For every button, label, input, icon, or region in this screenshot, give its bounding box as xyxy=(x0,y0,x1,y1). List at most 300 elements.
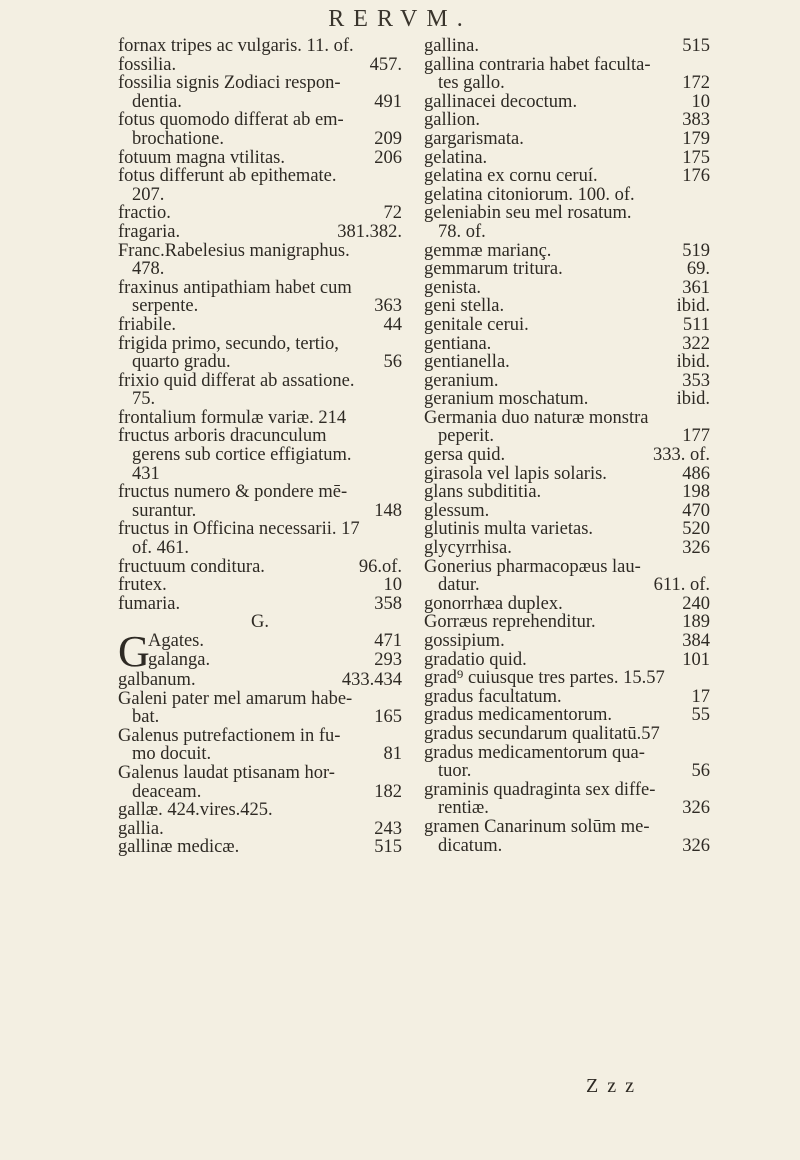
entry-page: 176 xyxy=(682,166,710,187)
entry-line xyxy=(424,669,710,688)
entry-text: dicatum. xyxy=(438,835,503,856)
entry-continuation xyxy=(424,799,710,818)
entry-text: graminis quadraginta sex diffe- xyxy=(424,779,656,800)
entry-text: peperit. xyxy=(438,426,494,447)
entry-page: 486 xyxy=(682,463,710,484)
entry-text: fumaria. xyxy=(118,593,181,614)
entry-page: 175 xyxy=(682,147,710,168)
entry-text: gradus medicamentorum qua- xyxy=(424,742,645,763)
entry-text: fossilia signis Zodiaci respon- xyxy=(118,73,341,94)
entry-line xyxy=(118,167,402,186)
entry-page: 179 xyxy=(682,128,710,149)
entry-continuation xyxy=(118,539,402,558)
left-column xyxy=(118,37,402,857)
entry-continuation xyxy=(118,297,402,316)
entry-text: friabile. xyxy=(118,314,177,335)
entry-line xyxy=(424,93,710,112)
entry-text: Franc.Rabelesius manigraphus. xyxy=(118,240,350,261)
entry-text: gentianella. xyxy=(424,352,510,373)
entry-text: geni stella. xyxy=(424,296,505,317)
entry-line xyxy=(118,56,402,75)
entry-page: 326 xyxy=(682,835,710,856)
entry-continuation xyxy=(118,390,402,409)
entry-page: 148 xyxy=(374,500,402,521)
entry-text: glutinis multa varietas. xyxy=(424,519,594,540)
entry-text: Germania duo naturæ monstra xyxy=(424,407,649,428)
entry-page: 519 xyxy=(682,240,710,261)
entry-continuation xyxy=(118,465,402,484)
entry-line xyxy=(424,279,710,298)
entry-page: 363 xyxy=(374,296,402,317)
entry-continuation xyxy=(118,260,402,279)
entry-line xyxy=(118,74,402,93)
entry-line xyxy=(424,520,710,539)
index-entry xyxy=(424,242,710,261)
entry-page: 240 xyxy=(682,593,710,614)
entry-text: frigida primo, secundo, tertio, xyxy=(118,333,339,354)
index-entry xyxy=(148,651,402,670)
entry-line xyxy=(424,539,710,558)
entry-text: glycyrrhisa. xyxy=(424,538,512,559)
entry-line xyxy=(424,465,710,484)
entry-text: tuor. xyxy=(438,761,472,782)
entry-text: fructuum conditura. xyxy=(118,556,265,577)
entry-page: 384 xyxy=(682,631,710,651)
index-entry xyxy=(118,37,402,56)
entry-text: frontalium formulæ variæ. 214 xyxy=(118,407,347,428)
index-entry xyxy=(424,390,710,409)
entry-text: gemmæ marianç. xyxy=(424,240,552,261)
entry-page: 189 xyxy=(682,612,710,633)
entry-line xyxy=(118,427,402,446)
entry-page: 44 xyxy=(383,314,402,335)
entry-page: 209 xyxy=(374,128,402,149)
entry-text: Galenus putrefactionem in fu- xyxy=(118,725,341,746)
entry-page: 433.434 xyxy=(341,670,402,690)
entry-line xyxy=(424,149,710,168)
entry-text: geleniabin seu mel rosatum. xyxy=(424,203,632,224)
entry-text: quarto gradu. xyxy=(132,352,231,373)
entry-page: 457. xyxy=(369,54,402,75)
entry-text: gallion. xyxy=(424,110,481,131)
catchword: Z z z xyxy=(586,1075,636,1097)
entry-line xyxy=(118,223,402,242)
index-entry xyxy=(118,427,402,483)
entry-text: surantur. xyxy=(132,500,197,521)
index-entry xyxy=(118,242,402,279)
index-entry xyxy=(424,744,710,781)
entry-continuation xyxy=(118,186,402,205)
entry-line xyxy=(118,37,402,56)
entry-page: 56 xyxy=(691,761,710,782)
entry-line xyxy=(424,372,710,391)
entry-continuation xyxy=(424,837,710,856)
entry-page: 172 xyxy=(682,73,710,94)
entry-page: 470 xyxy=(682,500,710,521)
entry-text: gradatio quid. xyxy=(424,649,527,670)
entry-line xyxy=(118,595,402,614)
entry-text: deaceam. xyxy=(132,781,202,802)
section-letter: G. xyxy=(251,612,269,633)
entry-continuation xyxy=(118,446,402,465)
entry-page: 491 xyxy=(374,91,402,112)
entry-text: rentiæ. xyxy=(438,798,489,819)
entry-text: gallæ. 424.vires.425. xyxy=(118,800,273,821)
index-entry xyxy=(424,688,710,707)
entry-page: 10 xyxy=(691,91,710,112)
entry-page: 293 xyxy=(374,649,402,670)
index-entry xyxy=(424,465,710,484)
entry-text: 478. xyxy=(132,259,165,280)
index-entry xyxy=(424,56,710,93)
entry-line xyxy=(424,446,710,465)
entry-text: gossipium. xyxy=(424,631,505,651)
entry-line xyxy=(118,483,402,502)
entry-text: of. 461. xyxy=(132,538,190,559)
entry-continuation xyxy=(424,223,710,242)
entry-text: gersa quid. xyxy=(424,445,506,466)
index-entry xyxy=(424,279,710,298)
index-entry xyxy=(118,111,402,148)
entry-page: 206 xyxy=(374,147,402,168)
entry-text: fragaria. xyxy=(118,221,181,242)
entry-continuation xyxy=(118,353,402,372)
index-entry xyxy=(424,167,710,186)
entry-text: 75. xyxy=(132,389,156,410)
entry-line xyxy=(118,820,402,839)
entry-page: 55 xyxy=(691,705,710,726)
index-entry xyxy=(424,186,710,205)
entry-text: serpente. xyxy=(132,296,199,317)
index-entry xyxy=(424,558,710,595)
entry-text: fructus in Officina necessarii. 17 xyxy=(118,519,360,540)
entry-text: fotus quomodo differat ab em- xyxy=(118,110,344,131)
index-entry xyxy=(118,223,402,242)
entry-text: gradus secundarum qualitatū.57 xyxy=(424,723,660,744)
index-entry xyxy=(424,651,710,670)
index-entry xyxy=(424,632,710,651)
entry-text: gargarismata. xyxy=(424,128,524,149)
entry-page: 381.382. xyxy=(337,221,402,242)
entry-page: 96.of. xyxy=(358,556,402,577)
entry-text: fotuum magna vtilitas. xyxy=(118,147,285,168)
entry-page: 322 xyxy=(682,333,710,354)
entry-continuation xyxy=(118,708,402,727)
entry-line xyxy=(118,316,402,335)
entry-line xyxy=(118,372,402,391)
entry-text: gemmarum tritura. xyxy=(424,259,563,280)
entry-text: glessum. xyxy=(424,500,490,521)
entry-text: gonorrhæa duplex. xyxy=(424,593,563,614)
entry-line xyxy=(424,130,710,149)
index-entry xyxy=(118,671,402,690)
entry-text: genitale cerui. xyxy=(424,314,529,335)
index-entry xyxy=(424,502,710,521)
entry-text: tes gallo. xyxy=(438,73,505,94)
entry-line xyxy=(118,727,402,746)
entry-page: 177 xyxy=(682,426,710,447)
entry-line xyxy=(424,558,710,577)
entry-line xyxy=(424,725,710,744)
entry-text: dentia. xyxy=(132,91,182,112)
left-entries-g xyxy=(118,671,402,857)
index-entry xyxy=(424,818,710,855)
entry-continuation xyxy=(424,74,710,93)
entry-page: 358 xyxy=(374,593,402,614)
entry-page: 353 xyxy=(682,370,710,391)
index-entry xyxy=(118,727,402,764)
index-entry xyxy=(424,149,710,168)
index-entry xyxy=(424,204,710,241)
entry-page: 511 xyxy=(682,314,710,335)
index-entry xyxy=(424,725,710,744)
index-entry xyxy=(424,409,710,446)
index-entry xyxy=(424,483,710,502)
running-head: RERVM. xyxy=(328,6,472,32)
entry-text: gradus medicamentorum. xyxy=(424,705,613,726)
entry-continuation xyxy=(118,783,402,802)
entry-text: fractio. xyxy=(118,203,171,224)
entry-text: geranium moschatum. xyxy=(424,389,589,410)
entry-text: Agates. xyxy=(148,631,204,651)
index-entry xyxy=(118,764,402,801)
entry-line xyxy=(424,335,710,354)
index-entry xyxy=(118,372,402,409)
index-entry xyxy=(118,820,402,839)
entry-line xyxy=(424,186,710,205)
entry-page: 69. xyxy=(686,259,710,280)
index-entry xyxy=(424,520,710,539)
entry-line xyxy=(424,613,710,632)
entry-text: girasola vel lapis solaris. xyxy=(424,463,607,484)
entry-continuation xyxy=(118,130,402,149)
index-entry xyxy=(118,595,402,614)
entry-page: 611. of. xyxy=(653,575,710,596)
entry-text: genista. xyxy=(424,277,482,298)
entry-text: gelatina. xyxy=(424,147,488,168)
entry-text: fraxinus antipathiam habet cum xyxy=(118,277,352,298)
entry-text: Gorræus reprehenditur. xyxy=(424,612,596,633)
entry-line xyxy=(424,502,710,521)
entry-text: gramen Canarinum solūm me- xyxy=(424,816,650,837)
entry-text: 207. xyxy=(132,184,165,205)
entry-page: 165 xyxy=(374,707,402,728)
entry-text: frixio quid differat ab assatione. xyxy=(118,370,355,391)
index-entry xyxy=(118,520,402,557)
entry-page: 198 xyxy=(682,482,710,503)
entry-page: 56 xyxy=(383,352,402,373)
entry-text: fotus differunt ab epithemate. xyxy=(118,166,337,187)
entry-line xyxy=(424,390,710,409)
index-entry xyxy=(424,781,710,818)
index-entry xyxy=(424,130,710,149)
entry-continuation xyxy=(424,762,710,781)
entry-text: gallinacei decoctum. xyxy=(424,91,578,112)
entry-line xyxy=(118,764,402,783)
index-entry xyxy=(118,838,402,857)
entry-text: gallina contraria habet faculta- xyxy=(424,54,651,75)
entry-line xyxy=(118,801,402,820)
dropcap-lines xyxy=(148,632,402,669)
entry-line xyxy=(118,149,402,168)
entry-line xyxy=(424,651,710,670)
index-entry xyxy=(118,690,402,727)
entry-continuation xyxy=(118,745,402,764)
entry-line xyxy=(424,111,710,130)
entry-page: 243 xyxy=(374,818,402,839)
entry-line xyxy=(118,838,402,857)
entry-continuation xyxy=(424,427,710,446)
entry-page: ibid. xyxy=(676,352,710,373)
entry-text: gallinæ medicæ. xyxy=(118,837,240,858)
entry-line xyxy=(118,576,402,595)
entry-page: 520 xyxy=(682,519,710,540)
index-entry xyxy=(118,316,402,335)
entry-page: 72 xyxy=(383,203,402,224)
entry-text: fornax tripes ac vulgaris. 11. of. xyxy=(118,36,354,56)
entry-line xyxy=(118,690,402,709)
entry-line xyxy=(424,409,710,428)
entry-line xyxy=(424,316,710,335)
entry-text: galbanum. xyxy=(118,670,196,690)
entry-line xyxy=(118,409,402,428)
entry-line xyxy=(424,818,710,837)
index-entry xyxy=(118,558,402,577)
entry-line xyxy=(118,242,402,261)
entry-text: gallina. xyxy=(424,36,479,56)
entry-line xyxy=(424,242,710,261)
index-entry xyxy=(118,801,402,820)
entry-text: grad⁹ cuiusque tres partes. 15.57 xyxy=(424,668,665,689)
entry-text: frutex. xyxy=(118,575,167,596)
entry-text: fructus numero & pondere mē- xyxy=(118,482,348,503)
entry-line xyxy=(424,204,710,223)
index-entry xyxy=(424,335,710,354)
entry-line xyxy=(424,353,710,372)
index-entry xyxy=(424,37,710,56)
entry-continuation xyxy=(424,576,710,595)
index-entry xyxy=(424,372,710,391)
entry-line xyxy=(118,111,402,130)
entry-text: datur. xyxy=(438,575,480,596)
entry-page: 326 xyxy=(682,798,710,819)
index-entry xyxy=(148,632,402,651)
entry-page: 333. of. xyxy=(652,445,710,466)
entry-page: 383 xyxy=(682,110,710,131)
entry-line xyxy=(424,297,710,316)
entry-page: 101 xyxy=(682,649,710,670)
entry-text: glans subdititia. xyxy=(424,482,542,503)
entry-text: galanga. xyxy=(148,649,211,670)
index-entry xyxy=(118,74,402,111)
entry-page: 182 xyxy=(374,781,402,802)
index-entry xyxy=(424,297,710,316)
entry-text: Gonerius pharmacopæus lau- xyxy=(424,556,641,577)
entry-page: 515 xyxy=(374,837,402,858)
entry-text: Galenus laudat ptisanam hor- xyxy=(118,762,335,783)
index-entry xyxy=(118,204,402,223)
index-entry xyxy=(424,669,710,688)
entry-page: 81 xyxy=(383,744,402,765)
entry-line xyxy=(118,671,402,690)
index-entry xyxy=(424,353,710,372)
index-entry xyxy=(118,279,402,316)
index-entry xyxy=(424,539,710,558)
index-entry xyxy=(118,576,402,595)
entry-page: 10 xyxy=(383,575,402,596)
dropcap-entry xyxy=(118,627,402,676)
index-entry xyxy=(424,446,710,465)
entry-line xyxy=(424,706,710,725)
entry-line xyxy=(118,204,402,223)
entry-line xyxy=(424,688,710,707)
index-entry xyxy=(424,93,710,112)
entry-text: bat. xyxy=(132,707,160,728)
index-entry xyxy=(118,483,402,520)
index-entry xyxy=(424,316,710,335)
entry-text: mo docuit. xyxy=(132,744,212,765)
entry-text: gelatina citoniorum. 100. of. xyxy=(424,184,635,205)
index-entry xyxy=(424,111,710,130)
entry-continuation xyxy=(118,502,402,521)
index-entry xyxy=(424,613,710,632)
index-entry xyxy=(118,56,402,75)
entry-page: ibid. xyxy=(676,296,710,317)
entry-line xyxy=(118,558,402,577)
entry-page: 471 xyxy=(374,631,402,651)
entry-line xyxy=(118,335,402,354)
entry-page: 361 xyxy=(682,277,710,298)
entry-continuation xyxy=(118,93,402,112)
entry-text: gerens sub cortice effigiatum. xyxy=(132,445,352,466)
entry-line xyxy=(424,56,710,75)
index-entry xyxy=(118,167,402,204)
index-entry xyxy=(118,149,402,168)
entry-line xyxy=(118,279,402,298)
entry-text: Galeni pater mel amarum habe- xyxy=(118,688,353,709)
entry-page: 326 xyxy=(682,538,710,559)
entry-text: fructus arboris dracunculum xyxy=(118,426,327,447)
entry-line xyxy=(424,595,710,614)
entry-line xyxy=(424,632,710,651)
entry-text: gentiana. xyxy=(424,333,492,354)
entry-text: gelatina ex cornu ceruí. xyxy=(424,166,598,187)
entry-line xyxy=(424,744,710,763)
index-entry xyxy=(424,706,710,725)
index-entry xyxy=(424,260,710,279)
entry-text: gradus facultatum. xyxy=(424,686,562,707)
drop-cap-letter: G xyxy=(118,627,150,676)
entry-page: 17 xyxy=(691,686,710,707)
entry-page: 515 xyxy=(682,36,710,56)
entry-line xyxy=(424,37,710,56)
entry-line xyxy=(424,781,710,800)
index-entry xyxy=(118,335,402,372)
index-entry xyxy=(424,595,710,614)
entry-line xyxy=(424,167,710,186)
entry-page: ibid. xyxy=(676,389,710,410)
entry-line xyxy=(118,520,402,539)
entry-text: brochatione. xyxy=(132,128,224,149)
right-column xyxy=(424,37,710,855)
entry-line xyxy=(424,483,710,502)
left-entries-f xyxy=(118,37,402,613)
entry-text: 78. of. xyxy=(438,221,486,242)
index-entry xyxy=(118,409,402,428)
entry-text: gallia. xyxy=(118,818,164,839)
entry-text: 431 xyxy=(132,463,160,484)
entry-line xyxy=(424,260,710,279)
